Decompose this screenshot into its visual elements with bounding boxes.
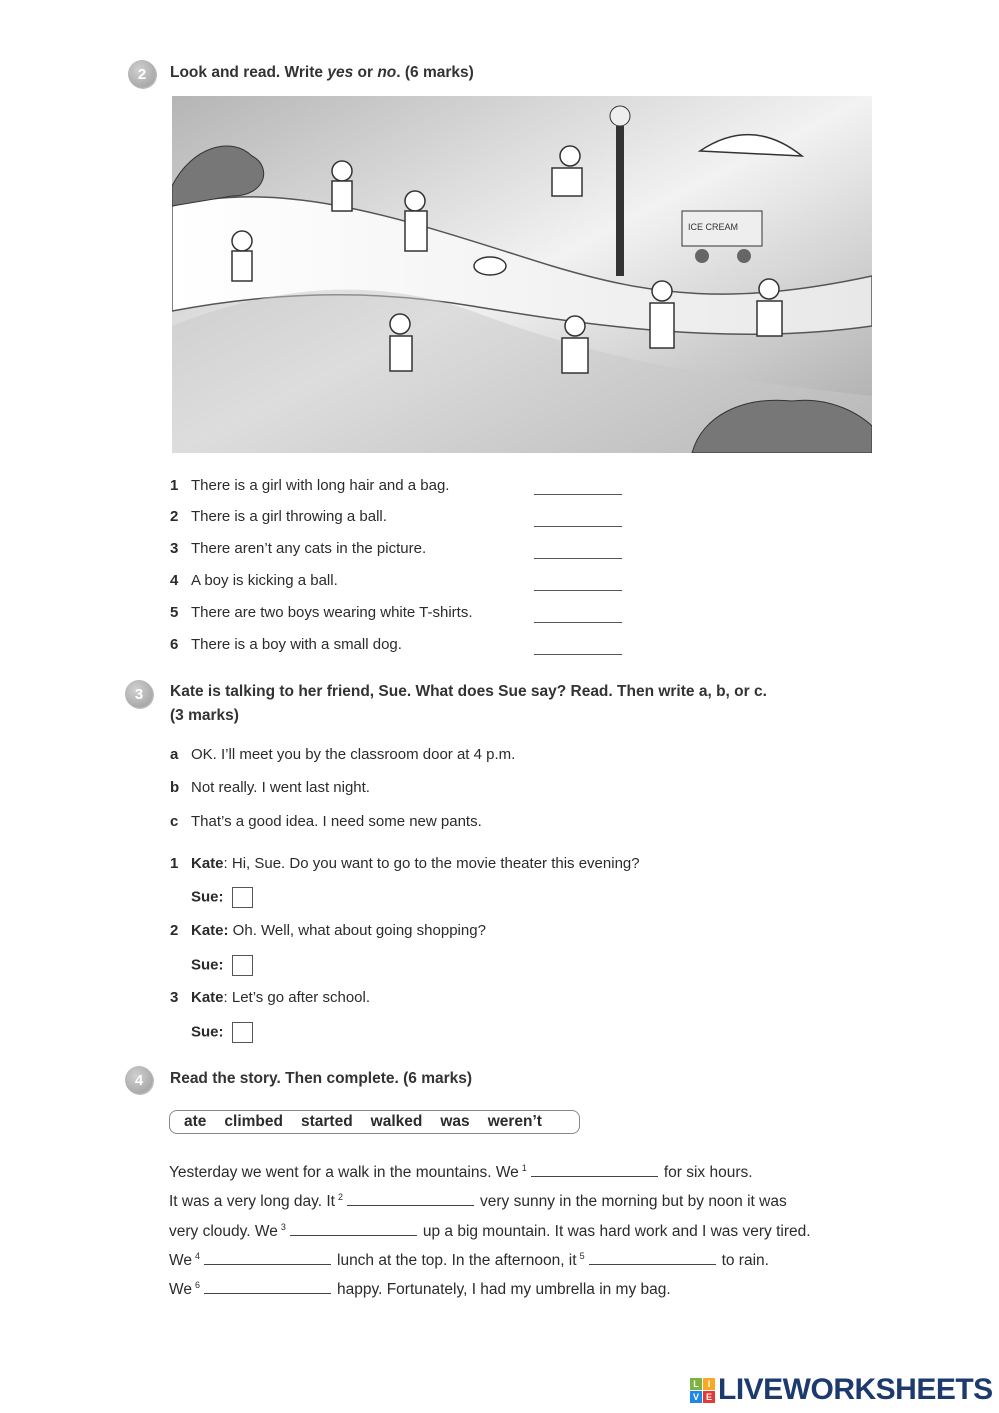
section-number-badge: 2 <box>128 60 156 88</box>
item-number: 6 <box>170 636 179 653</box>
reply-label: Sue: <box>191 1023 224 1041</box>
fill-blank-4[interactable] <box>204 1250 331 1265</box>
question-item <box>170 476 449 496</box>
word-bank-item: weren’t <box>487 1113 542 1130</box>
story-line <box>169 1244 811 1273</box>
answer-box[interactable] <box>232 955 253 976</box>
story-line <box>169 1185 811 1214</box>
section-3-heading-line2: (3 marks) <box>170 707 239 724</box>
story-text: We <box>169 1281 192 1299</box>
logo-icon <box>690 1378 715 1403</box>
separator: : <box>223 989 228 1006</box>
dialogue-number: 2 <box>170 922 179 939</box>
liveworksheets-logo <box>690 1373 993 1407</box>
logo-block: E <box>703 1391 715 1403</box>
sue-reply <box>191 955 253 976</box>
word-bank-item: was <box>440 1113 470 1130</box>
dialogue-line <box>170 921 486 941</box>
item-number: 2 <box>170 508 179 525</box>
section-number-badge: 4 <box>125 1066 153 1094</box>
fill-blank-3[interactable] <box>290 1221 417 1236</box>
dialogue-text: Oh. Well, what about going shopping? <box>228 922 486 939</box>
section-4-heading: Read the story. Then complete. (6 marks) <box>170 1070 473 1087</box>
fill-blank-6[interactable] <box>204 1279 331 1294</box>
gap-number: 3 <box>280 1221 286 1232</box>
story-text: for six hours. <box>663 1164 753 1181</box>
dialogue-line <box>170 854 640 874</box>
section-number-badge: 3 <box>125 680 153 708</box>
item-number: 1 <box>170 477 179 494</box>
dialogue-number: 3 <box>170 989 179 1006</box>
word-bank-item: started <box>300 1113 353 1130</box>
section-2-heading <box>170 64 474 82</box>
story-line <box>169 1215 811 1244</box>
item-number: 5 <box>170 604 179 621</box>
story-text: We <box>169 1251 192 1269</box>
reply-label: Sue: <box>191 956 224 974</box>
heading-italic-yes: yes <box>327 64 354 81</box>
separator: : <box>223 855 228 872</box>
dialogue-line <box>170 988 370 1008</box>
item-text: There is a girl throwing a ball. <box>191 508 387 525</box>
option-text: That’s a good idea. I need some new pants. <box>191 813 482 830</box>
gap-number: 5 <box>579 1250 585 1261</box>
ice-cream-cart-label: ICE CREAM <box>688 222 739 232</box>
item-text: There is a girl with long hair and a bag. <box>191 477 450 494</box>
logo-block: I <box>703 1378 715 1390</box>
park-illustration <box>172 96 872 453</box>
word-bank-item: ate <box>184 1113 207 1130</box>
story-text: up a big mountain. It was hard work and I was very tired. <box>422 1222 811 1240</box>
speaker-name: Kate <box>191 989 224 1006</box>
option-letter: b <box>170 779 180 796</box>
story-paragraph <box>169 1156 811 1302</box>
question-item <box>170 603 473 623</box>
gap-number: 4 <box>194 1250 200 1261</box>
sue-reply <box>191 1022 253 1043</box>
speaker-name: Kate <box>191 855 224 872</box>
fill-blank-5[interactable] <box>589 1250 716 1265</box>
fill-blank-1[interactable] <box>531 1162 658 1177</box>
gap-number: 1 <box>521 1163 527 1173</box>
story-text: very sunny in the morning but by noon it was <box>480 1193 787 1211</box>
question-item <box>170 571 338 591</box>
item-text: A boy is kicking a ball. <box>191 572 338 589</box>
heading-text: . (6 marks) <box>396 64 474 81</box>
answer-blank[interactable] <box>534 590 622 591</box>
story-text: Yesterday we went for a walk in the mountains. We <box>169 1164 519 1181</box>
heading-italic-no: no <box>377 64 397 81</box>
logo-block: V <box>690 1391 702 1403</box>
option-item <box>170 812 482 832</box>
item-number: 3 <box>170 540 179 557</box>
option-item <box>170 745 515 765</box>
question-item <box>170 507 387 527</box>
logo-block: L <box>690 1378 702 1390</box>
dialogue-number: 1 <box>170 855 179 872</box>
option-letter: c <box>170 813 179 830</box>
heading-text: Look and read. Write <box>170 64 328 81</box>
item-text: There are two boys wearing white T-shirts. <box>191 604 473 621</box>
speaker-name: Kate: <box>191 922 229 939</box>
question-item <box>170 539 426 559</box>
answer-blank[interactable] <box>534 622 622 623</box>
option-letter: a <box>170 746 179 763</box>
item-text: There aren’t any cats in the picture. <box>191 540 427 557</box>
logo-text: LIVEWORKSHEETS <box>718 1373 993 1406</box>
answer-blank[interactable] <box>534 654 622 655</box>
dialogue-text: Hi, Sue. Do you want to go to the movie theater this evening? <box>227 855 640 872</box>
answer-box[interactable] <box>232 887 253 908</box>
story-text: very cloudy. We <box>169 1222 278 1240</box>
question-item <box>170 635 402 655</box>
sue-reply <box>191 887 253 908</box>
answer-box[interactable] <box>232 1022 253 1043</box>
reply-label: Sue: <box>191 888 224 906</box>
section-3-heading-line1: Kate is talking to her friend, Sue. What does Sue say? Read. Then write a, b, or c. <box>170 683 767 700</box>
item-text: There is a boy with a small dog. <box>191 636 402 653</box>
dialogue-text: Let’s go after school. <box>227 989 370 1006</box>
story-line <box>169 1273 811 1302</box>
story-text: happy. Fortunately, I had my umbrella in my bag. <box>337 1281 671 1299</box>
option-text: OK. I’ll meet you by the classroom door at 4 p.m. <box>191 746 516 763</box>
gap-number: 2 <box>337 1192 343 1203</box>
story-text: to rain. <box>721 1251 769 1269</box>
option-text: Not really. I went last night. <box>191 779 370 796</box>
story-line <box>169 1156 811 1185</box>
option-item <box>170 778 370 798</box>
answer-blank[interactable] <box>534 526 622 527</box>
gap-number: 6 <box>194 1280 200 1291</box>
story-text: lunch at the top. In the afternoon, it <box>337 1251 577 1269</box>
item-number: 4 <box>170 572 179 589</box>
fill-blank-2[interactable] <box>347 1191 474 1206</box>
word-bank-item: walked <box>370 1113 423 1130</box>
story-text: It was a very long day. It <box>169 1193 335 1211</box>
heading-text: or <box>353 64 378 81</box>
answer-blank[interactable] <box>534 558 622 559</box>
word-bank <box>169 1110 580 1134</box>
answer-blank[interactable] <box>534 494 622 495</box>
word-bank-item: climbed <box>224 1113 283 1130</box>
